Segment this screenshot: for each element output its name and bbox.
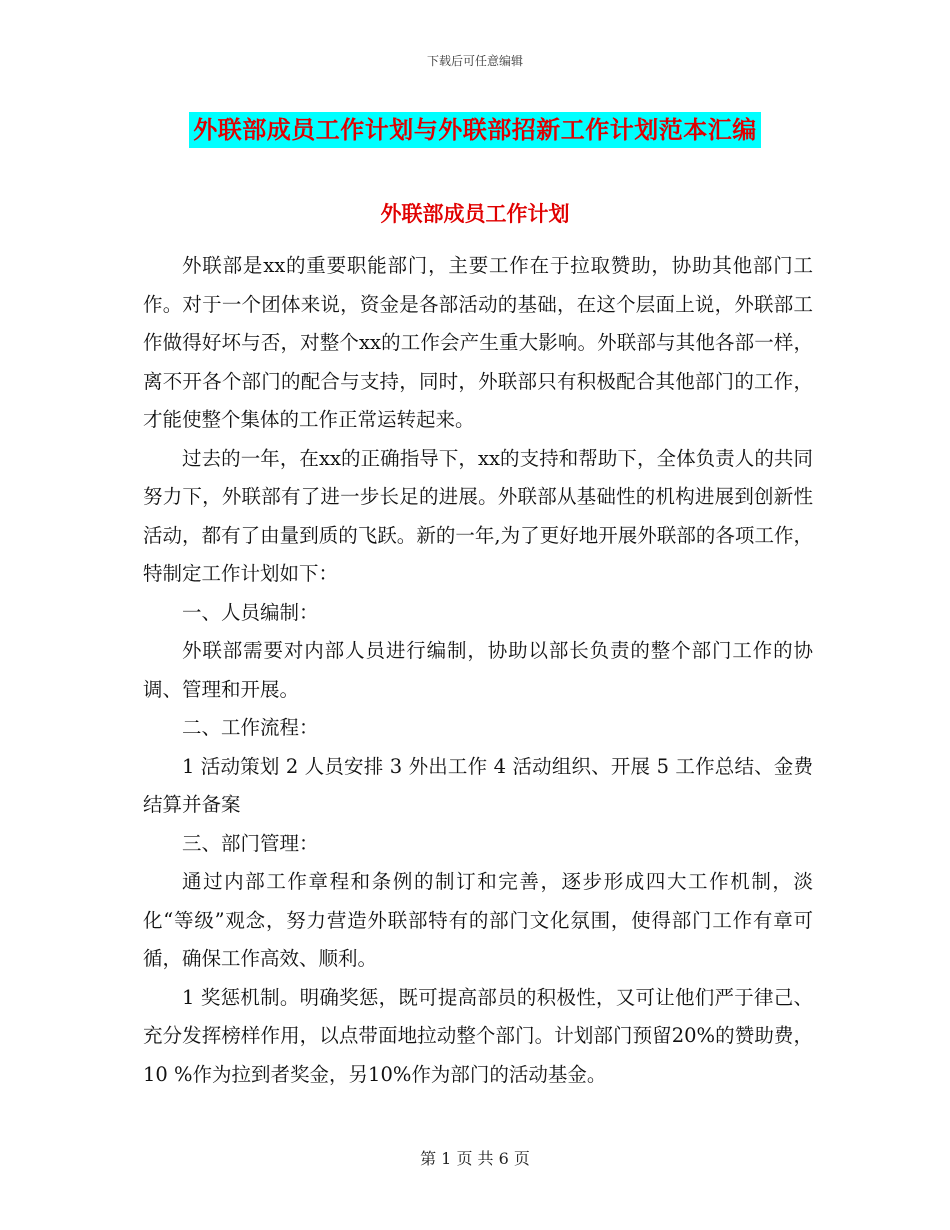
page-number: 第 1 页 共 6 页 bbox=[420, 1149, 530, 1168]
page-header-note: 下载后可任意编辑 bbox=[426, 54, 523, 68]
paragraph: 通过内部工作章程和条例的制订和完善，逐步形成四大工作机制，淡化“等级”观念，努力营造外联部特有的部门文化氛围，使得部门工作有章可循，确保工作高效、顺利。 bbox=[143, 870, 813, 970]
paragraph: 外联部需要对内部人员进行编制，协助以部长负责的整个部门工作的协调、管理和开展。 bbox=[143, 639, 813, 701]
paragraph: 1 奖惩机制。明确奖惩，既可提高部员的积极性，又可让他们严于律己、充分发挥榜样作用，以点带面地拉动整个部门。计划部门预留20%的赞助费，10 %作为拉到者奖金，另10%作为部门的活动基金。 bbox=[143, 985, 813, 1086]
document-title: 外联部成员工作计划与外联部招新工作计划范本汇编 bbox=[189, 112, 761, 148]
heading-workflow: 二、工作流程： bbox=[182, 716, 319, 739]
heading-staffing: 一、人员编制： bbox=[182, 600, 319, 624]
paragraph: 外联部是xx的重要职能部门，主要工作在于拉取赞助，协助其他部门工作。对于一个团体来说，资金是各部活动的基础，在这个层面上说，外联部工作做得好坏与否，对整个xx的工作会产生重大影响。外联部与其他各部一样，离不开各个部门的配合与支持，同时，外联部只有积极配合其他部门的工作，才能使整个集体的工作正常运转起来。 bbox=[143, 254, 813, 431]
heading-management: 三、部门管理： bbox=[182, 831, 319, 855]
section-title: 外联部成员工作计划 bbox=[380, 201, 570, 226]
document-title-container bbox=[0, 112, 950, 148]
document-body bbox=[143, 247, 813, 1094]
paragraph: 过去的一年，在xx的正确指导下，xx的支持和帮助下，全体负责人的共同努力下，外联部有了进一步长足的进展。外联部从基础性的机构进展到创新性活动，都有了由量到质的飞跃。新的一年,为了更好地开展外联部的各项工作，特制定工作计划如下： bbox=[143, 446, 813, 585]
paragraph: 1 活动策划 2 人员安排 3 外出工作 4 活动组织、开展 5 工作总结、金费结算并备案 bbox=[143, 754, 813, 816]
